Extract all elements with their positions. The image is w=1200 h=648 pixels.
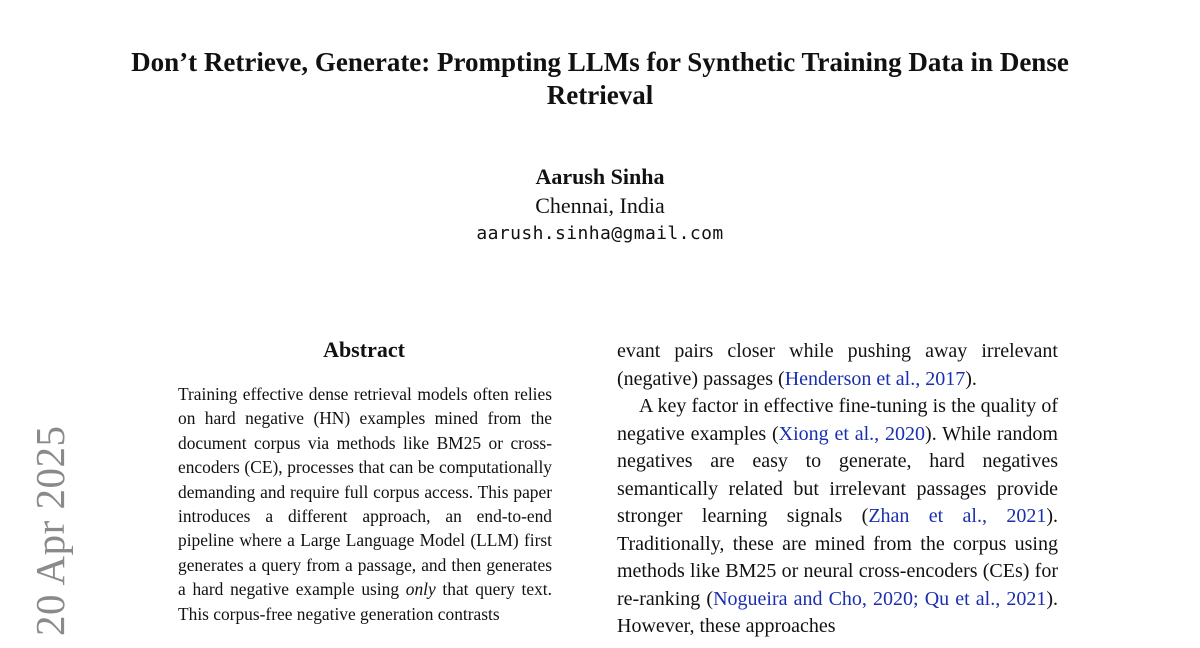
body-text: ). However, these approaches — [617, 587, 1058, 637]
body-paragraph — [617, 393, 1058, 641]
body-text: evant pairs closer while pushing away irrelevant (negative) passages ( — [617, 340, 1058, 390]
citation-link[interactable]: Qu et al., 2021 — [924, 587, 1047, 610]
arxiv-date-stamp: 20 Apr 2025 — [27, 425, 73, 636]
body-text: ). — [965, 367, 977, 390]
citation-separator: ; — [913, 587, 925, 610]
paper-title: Don’t Retrieve, Generate: Prompting LLMs for Synthetic Training Data in Dense Retrieval — [131, 47, 1069, 110]
abstract-text — [178, 382, 552, 626]
citation-link[interactable]: Xiong et al., 2020 — [778, 422, 926, 445]
citation-link[interactable]: Nogueira and Cho, 2020 — [713, 587, 914, 610]
abstract-heading: Abstract — [323, 337, 405, 362]
body-column-right — [617, 338, 1058, 641]
citation-link[interactable]: Zhan et al., 2021 — [868, 505, 1047, 527]
author-block — [300, 162, 900, 248]
body-text: ). Traditionally, these are mined from the corpus using methods like BM25 or neural cross-encoders (CEs) for re-ranking ( — [617, 505, 1059, 610]
body-paragraph — [617, 338, 1058, 393]
author-email: aarush.sinha@gmail.com — [476, 223, 724, 244]
author-name: Aarush Sinha — [535, 164, 665, 189]
body-text: ). While random negatives are easy to generate, hard negatives semantically related but irrelevant passages provide stronger learning signals ( — [617, 422, 1058, 527]
abstract-emphasis: only — [405, 579, 436, 600]
citation-link[interactable]: Henderson et al., 2017 — [784, 367, 966, 390]
abstract-text-part: Training effective dense retrieval models often relies on hard negative (HN) examples mined from the document corpus via methods like BM25 or cross-encoders (CE), processes that can be computationally demanding and require full corpus access. This paper introduces a different approach, an end-to-end pipeline where a Large Language Model (LLM) first generates a query from a passage, and then generates a hard negative example using — [178, 384, 552, 600]
author-affiliation: Chennai, India — [535, 193, 665, 218]
abstract-text-part: that query text. This corpus-free negative generation contrasts — [178, 579, 552, 624]
body-text: A key factor in effective fine-tuning is the quality of negative examples ( — [617, 395, 1058, 445]
